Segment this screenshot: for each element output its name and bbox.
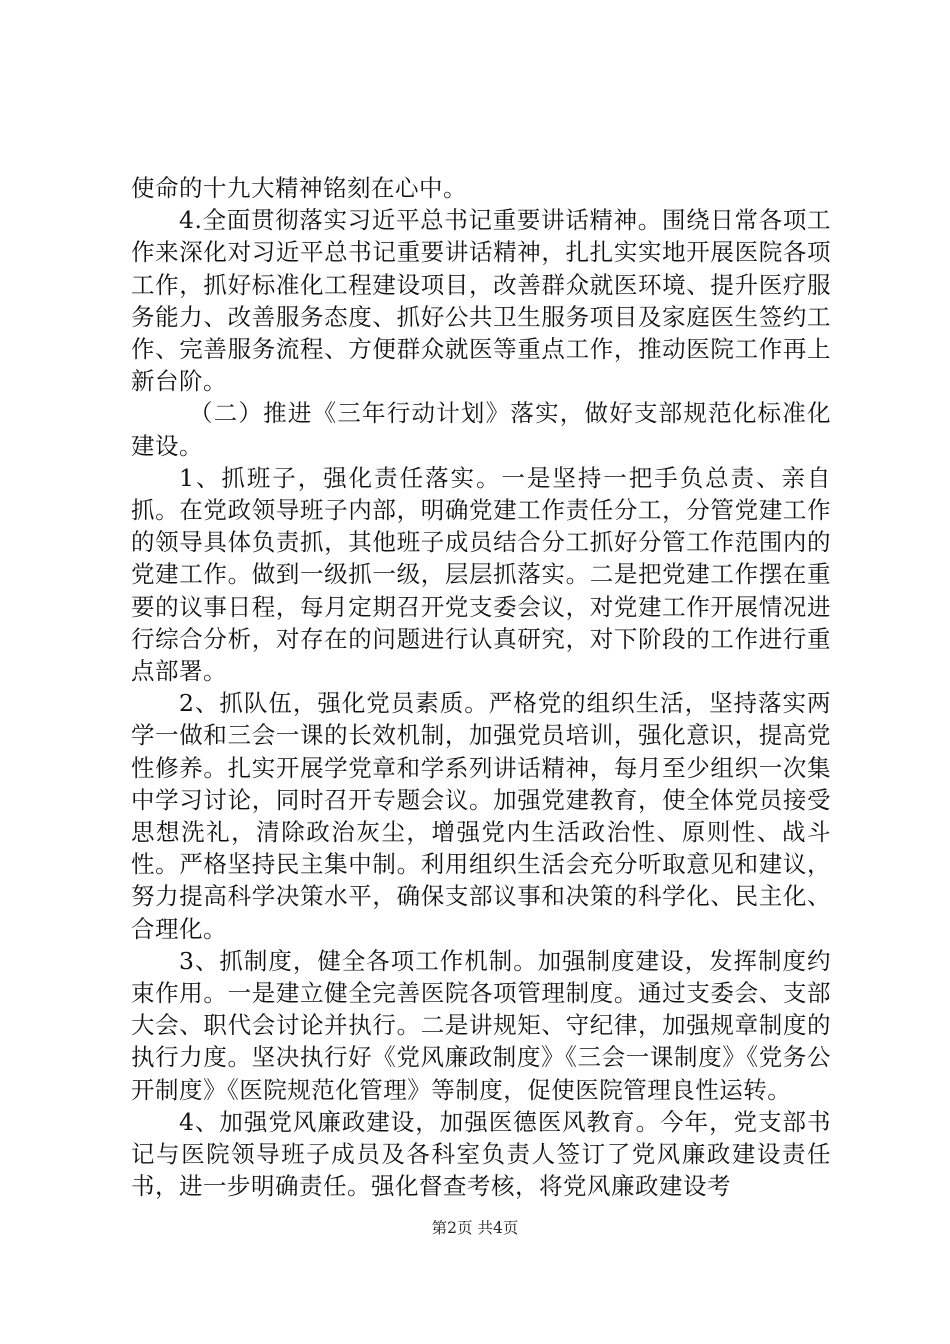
paragraph-continuation: 使命的十九大精神铭刻在心中。 — [131, 174, 467, 202]
document-body — [131, 172, 831, 1203]
paragraph-item-4: 4.全面贯彻落实习近平总书记重要讲话精神。围绕日常各项工作来深化对习近平总书记重要讲话精神，扎扎实实地开展医院各项工作，抓好标准化工程建设项目，改善群众就医环境、提升医疗服务能力、改善服务态度、抓好公共卫生服务项目及家庭医生签约工作、完善服务流程、方便群众就医等重点工作，推动医院工作再上新台阶。 — [131, 206, 831, 396]
page-footer: 第2页 共4页 — [431, 1219, 519, 1237]
paragraph-item-4b: 4、加强党风廉政建设，加强医德医风教育。今年，党支部书记与医院领导班子成员及各科室负责人签订了党风廉政建设责任书，进一步明确责任。强化督查考核，将党风廉政建设考 — [131, 1107, 831, 1201]
paragraph-item-2: 2、抓队伍，强化党员素质。严格党的组织生活，坚持落实两学一做和三会一课的长效机制，加强党员培训，强化意识，提高党性修养。扎实开展学党章和学系列讲话精神，每月至少组织一次集中学习讨论，同时召开专题会议。加强党建教育，使全体党员接受思想洗礼，清除政治灰尘，增强党内生活政治性、原则性、战斗性。严格坚持民主集中制。利用组织生活会充分听取意见和建议，努力提高科学决策水平，确保支部议事和决策的科学化、民主化、合理化。 — [131, 689, 831, 943]
paragraph-item-1: 1、抓班子，强化责任落实。一是坚持一把手负总责、亲自抓。在党政领导班子内部，明确党建工作责任分工，分管党建工作的领导具体负责抓，其他班子成员结合分工抓好分管工作范围内的党建工作。做到一级抓一级，层层抓落实。二是把党建工作摆在重要的议事日程，每月定期召开党支委会议，对党建工作开展情况进行综合分析，对存在的问题进行认真研究，对下阶段的工作进行重点部署。 — [131, 463, 831, 686]
section-heading-2: （二）推进《三年行动计划》落实，做好支部规范化标准化建设。 — [131, 399, 831, 460]
paragraph-item-3: 3、抓制度，健全各项工作机制。加强制度建设，发挥制度约束作用。一是建立健全完善医院各项管理制度。通过支委会、支部大会、职代会讨论并执行。二是讲规矩、守纪律，加强规章制度的执行力度。坚决执行好《党风廉政制度》《三会一课制度》《党务公开制度》《医院规范化管理》等制度，促使医院管理良性运转。 — [131, 946, 831, 1104]
